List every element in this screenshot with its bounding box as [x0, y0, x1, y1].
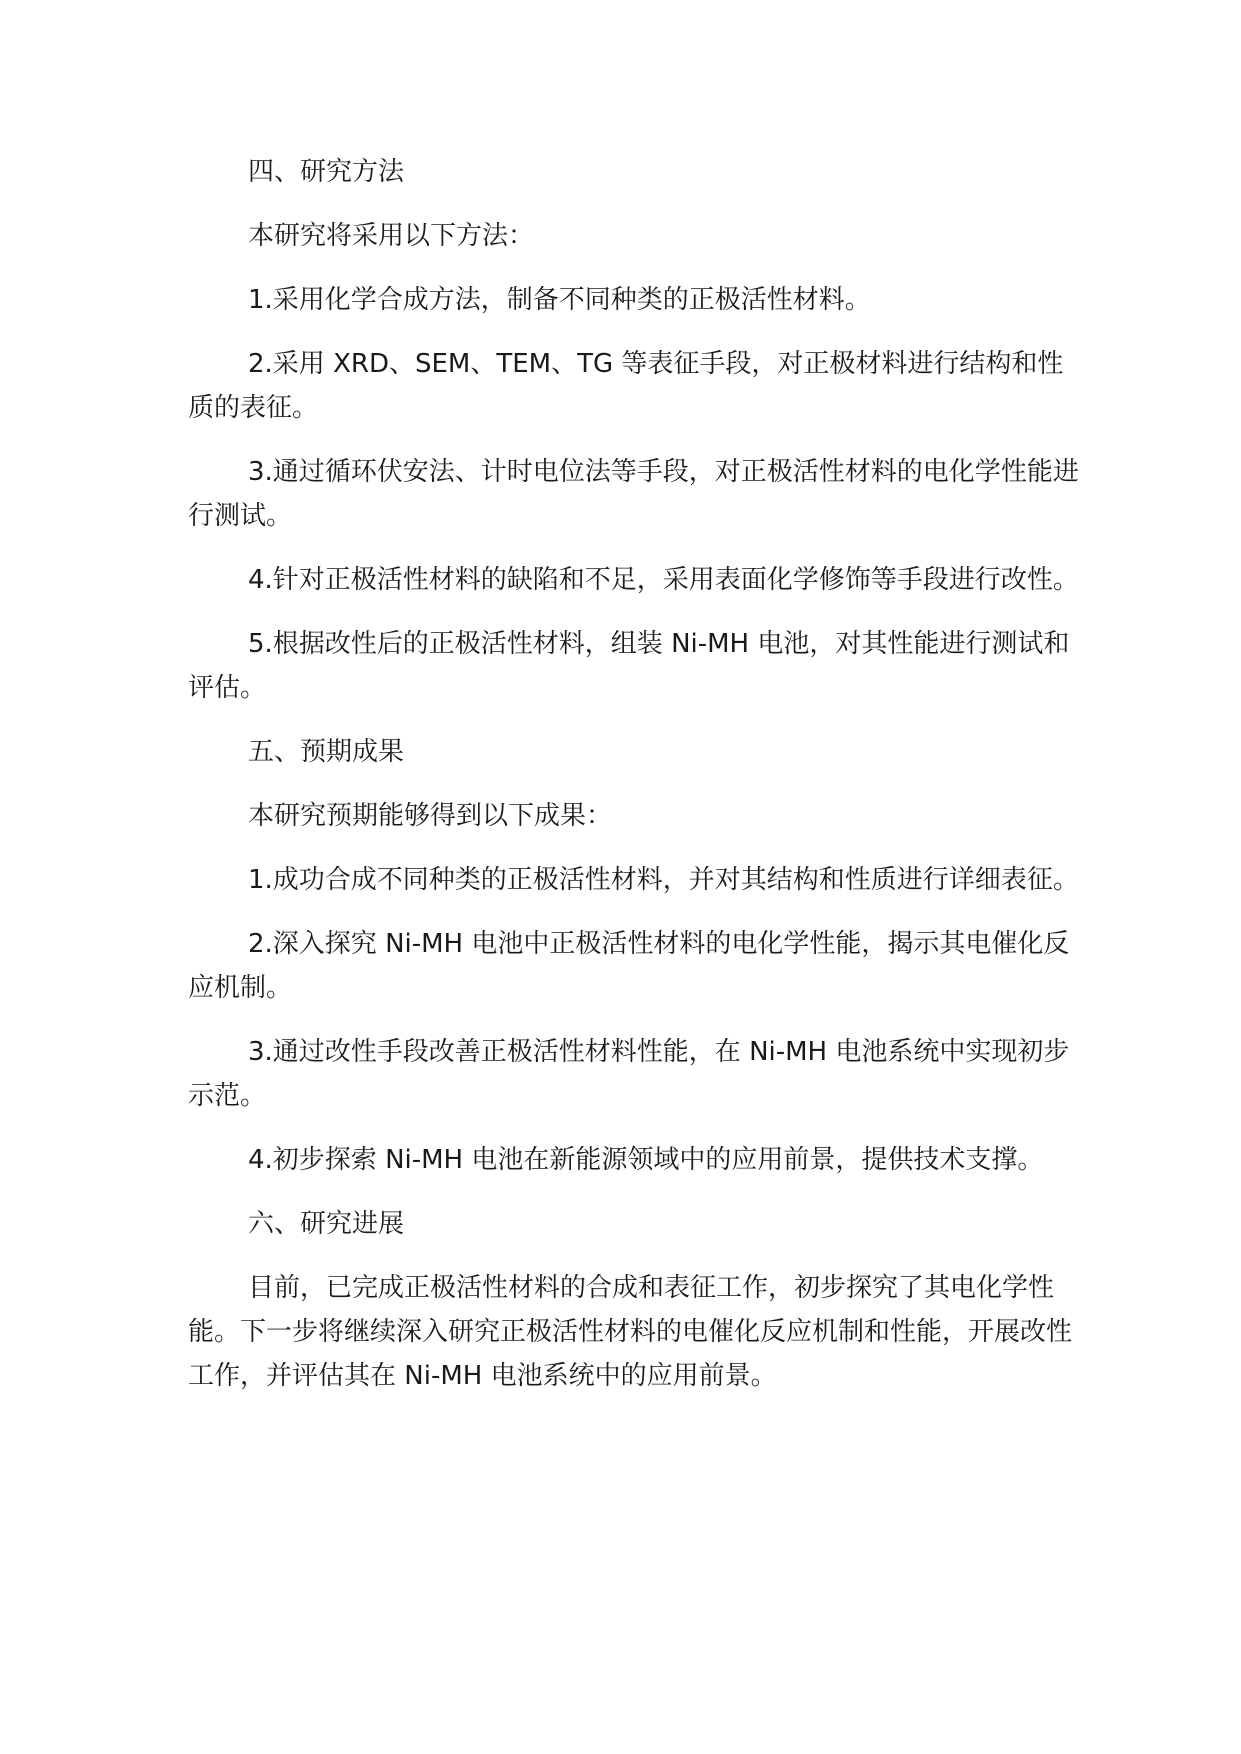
outcomes-item-3-text-cont: 初步示范。: [188, 1037, 1070, 1111]
methods-item-5-text: 5.根据改性后的正极活性材料，组装 Ni-MH 电池，对其性能进行测: [248, 629, 1018, 659]
section-heading-progress: 六、研究进展: [248, 1209, 405, 1239]
methods-item-1: [188, 278, 1088, 322]
outcomes-item-4: [188, 1138, 1088, 1182]
progress-body-line-3: 开展改性工作，并评估其在 Ni-MH 电池系统中的应用前景。: [188, 1317, 1073, 1391]
outcomes-item-2: [188, 922, 1088, 1010]
outcomes-item-3: [188, 1030, 1088, 1118]
methods-item-2-text: 2.采用 XRD、SEM、TEM、TG 等表征手段，对正极材料进行结构和: [248, 349, 1038, 379]
progress-body-line-2: 学性能。下一步将继续深入研究正极活性材料的电催化反应机制和性能，: [188, 1273, 1055, 1347]
outcomes-intro: 本研究预期能够得到以下成果：: [248, 801, 613, 831]
methods-item-3-text-cont: 性能进行测试。: [188, 457, 1079, 531]
section-heading-methods: 四、研究方法: [248, 157, 405, 187]
section-heading-outcomes: 五、预期成果: [248, 737, 405, 767]
outcomes-item-3-text: 3.通过改性手段改善正极活性材料性能，在 Ni-MH 电池系统中实现: [248, 1037, 1018, 1067]
methods-item-3: [188, 450, 1088, 538]
outcomes-item-1: [188, 858, 1088, 902]
methods-intro: 本研究将采用以下方法：: [248, 221, 535, 251]
methods-item-3-text: 3.通过循环伏安法、计时电位法等手段，对正极活性材料的电化学: [248, 457, 1001, 487]
outcomes-item-1-text: 1.成功合成不同种类的正极活性材料，并对其结构和性质进行详细: [248, 865, 1001, 895]
document-body: [188, 150, 1088, 1418]
methods-item-5-text-cont: 试和评估。: [188, 629, 1070, 703]
methods-item-2: [188, 342, 1088, 430]
outcomes-item-4-text: 4.初步探索 Ni-MH 电池在新能源领域中的应用前景，提供技术支撑。: [248, 1145, 1044, 1175]
methods-item-4-text: 4.针对正极活性材料的缺陷和不足，采用表面化学修饰等手段进行: [248, 565, 1001, 595]
outcomes-item-1-text-cont: 表征。: [1000, 865, 1079, 895]
methods-item-1-text: 1.采用化学合成方法，制备不同种类的正极活性材料。: [248, 285, 871, 315]
methods-item-4: [188, 558, 1088, 602]
outcomes-item-2-text-cont: 化反应机制。: [188, 929, 1070, 1003]
methods-item-4-text-cont: 改性。: [1000, 565, 1079, 595]
progress-body: [188, 1266, 1088, 1398]
methods-item-5: [188, 622, 1088, 710]
methods-item-2-text-cont: 性质的表征。: [188, 349, 1064, 423]
outcomes-item-2-text: 2.深入探究 Ni-MH 电池中正极活性材料的电化学性能，揭示其电催: [248, 929, 1018, 959]
progress-body-line-1: 目前，已完成正极活性材料的合成和表征工作，初步探究了其电化: [248, 1273, 1003, 1303]
